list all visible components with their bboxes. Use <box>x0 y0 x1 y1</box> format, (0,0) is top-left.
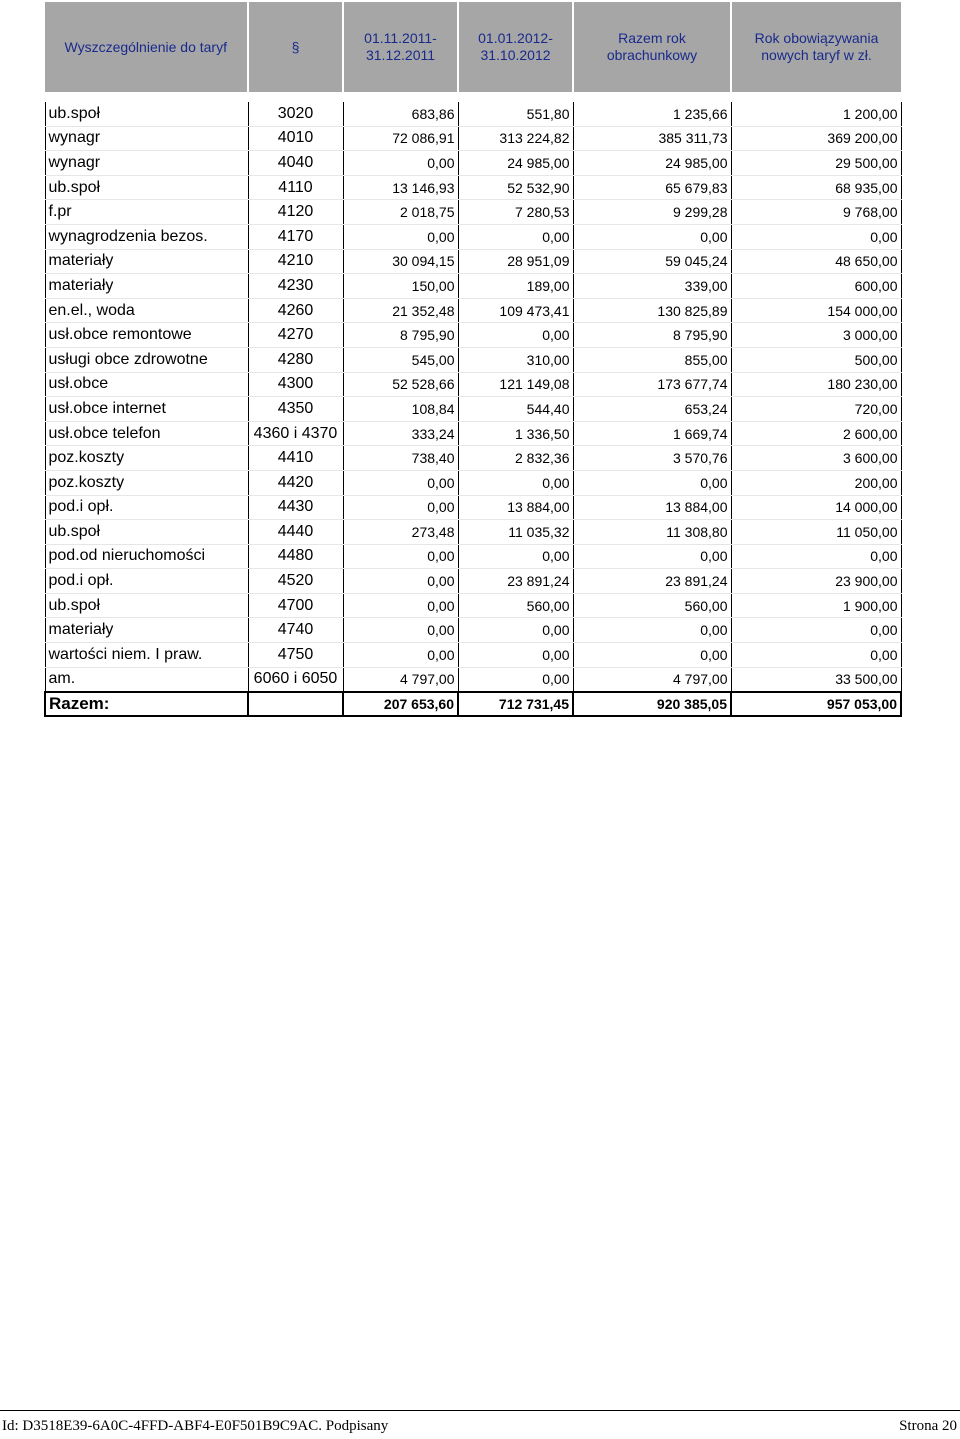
table-row <box>45 544 901 569</box>
row-period1: 273,48 <box>343 520 458 545</box>
row-total-year: 130 825,89 <box>573 298 731 323</box>
row-paragraph: 4280 <box>248 347 343 372</box>
row-period1: 72 086,91 <box>343 126 458 151</box>
header-total-line2: obrachunkowy <box>606 47 698 63</box>
row-name: ub.społ <box>45 102 248 126</box>
total-row <box>45 692 901 716</box>
row-new-year: 3 000,00 <box>731 323 901 348</box>
row-new-year: 11 050,00 <box>731 520 901 545</box>
row-period1: 0,00 <box>343 224 458 249</box>
table-row <box>45 200 901 225</box>
header-new-year <box>731 2 901 92</box>
row-new-year: 1 900,00 <box>731 593 901 618</box>
table-row <box>45 323 901 348</box>
row-name: materiały <box>45 249 248 274</box>
row-paragraph: 4010 <box>248 126 343 151</box>
header-name-label: Wyszczególnienie do taryf <box>64 38 227 55</box>
row-period1: 2 018,75 <box>343 200 458 225</box>
row-total-year: 653,24 <box>573 397 731 422</box>
row-period2: 0,00 <box>458 224 573 249</box>
table-row <box>45 347 901 372</box>
row-new-year: 154 000,00 <box>731 298 901 323</box>
header-period2-line2: 31.10.2012 <box>480 47 551 63</box>
row-total-year: 0,00 <box>573 224 731 249</box>
row-new-year: 23 900,00 <box>731 569 901 594</box>
row-total-year: 339,00 <box>573 274 731 299</box>
page-number: Strona 20 <box>899 1418 957 1434</box>
row-name: usł.obce internet <box>45 397 248 422</box>
row-paragraph: 6060 i 6050 <box>248 667 343 692</box>
row-new-year: 0,00 <box>731 643 901 668</box>
row-period1: 21 352,48 <box>343 298 458 323</box>
row-paragraph: 4040 <box>248 151 343 176</box>
row-new-year: 33 500,00 <box>731 667 901 692</box>
row-period1: 8 795,90 <box>343 323 458 348</box>
row-paragraph: 3020 <box>248 102 343 126</box>
table-body <box>45 92 901 716</box>
page-footer <box>0 1410 960 1436</box>
row-period1: 0,00 <box>343 593 458 618</box>
row-name: pod.i opł. <box>45 495 248 520</box>
row-period2: 544,40 <box>458 397 573 422</box>
table-row <box>45 446 901 471</box>
row-name: am. <box>45 667 248 692</box>
row-total-year: 0,00 <box>573 618 731 643</box>
row-total-year: 11 308,80 <box>573 520 731 545</box>
row-new-year: 0,00 <box>731 544 901 569</box>
row-period2: 23 891,24 <box>458 569 573 594</box>
table-row <box>45 520 901 545</box>
row-paragraph: 4300 <box>248 372 343 397</box>
row-period1: 0,00 <box>343 151 458 176</box>
row-period1: 150,00 <box>343 274 458 299</box>
row-period2: 1 336,50 <box>458 421 573 446</box>
row-new-year: 0,00 <box>731 224 901 249</box>
table-row <box>45 397 901 422</box>
row-name: usł.obce remontowe <box>45 323 248 348</box>
total-paragraph <box>248 692 343 716</box>
row-paragraph: 4350 <box>248 397 343 422</box>
row-period1: 108,84 <box>343 397 458 422</box>
row-period2: 0,00 <box>458 667 573 692</box>
table-row <box>45 421 901 446</box>
header-period1-line1: 01.11.2011- <box>364 30 437 46</box>
row-new-year: 9 768,00 <box>731 200 901 225</box>
row-period1: 0,00 <box>343 470 458 495</box>
header-period2 <box>458 2 573 92</box>
row-name: f.pr <box>45 200 248 225</box>
row-new-year: 29 500,00 <box>731 151 901 176</box>
header-total-year <box>573 2 731 92</box>
row-period2: 551,80 <box>458 102 573 126</box>
table-row <box>45 175 901 200</box>
header-spacer <box>45 92 901 102</box>
total-label: Razem: <box>45 692 248 716</box>
row-new-year: 720,00 <box>731 397 901 422</box>
row-period2: 13 884,00 <box>458 495 573 520</box>
row-period2: 0,00 <box>458 470 573 495</box>
row-period1: 333,24 <box>343 421 458 446</box>
row-name: materiały <box>45 618 248 643</box>
header-new-year-line2: nowych taryf w zł. <box>761 47 872 63</box>
table-row <box>45 569 901 594</box>
table-row <box>45 667 901 692</box>
table-row <box>45 151 901 176</box>
row-paragraph: 4520 <box>248 569 343 594</box>
row-period1: 683,86 <box>343 102 458 126</box>
row-period1: 0,00 <box>343 643 458 668</box>
row-total-year: 1 669,74 <box>573 421 731 446</box>
header-period1 <box>343 2 458 92</box>
row-total-year: 1 235,66 <box>573 102 731 126</box>
tariff-sheet <box>44 2 900 717</box>
total-new-year: 957 053,00 <box>731 692 901 716</box>
row-paragraph: 4110 <box>248 175 343 200</box>
row-paragraph: 4360 i 4370 <box>248 421 343 446</box>
document-id: Id: D3518E39-6A0C-4FFD-ABF4-E0F501B9C9AC. Podpisany <box>2 1418 389 1434</box>
row-paragraph: 4480 <box>248 544 343 569</box>
row-period1: 0,00 <box>343 569 458 594</box>
table-header-row <box>45 2 901 92</box>
row-paragraph: 4700 <box>248 593 343 618</box>
row-period1: 13 146,93 <box>343 175 458 200</box>
row-total-year: 0,00 <box>573 643 731 668</box>
row-paragraph: 4260 <box>248 298 343 323</box>
row-period1: 0,00 <box>343 544 458 569</box>
header-paragraph <box>248 2 343 92</box>
row-new-year: 0,00 <box>731 618 901 643</box>
row-total-year: 385 311,73 <box>573 126 731 151</box>
row-period1: 4 797,00 <box>343 667 458 692</box>
table-row <box>45 274 901 299</box>
row-name: en.el., woda <box>45 298 248 323</box>
table-row <box>45 372 901 397</box>
row-period1: 545,00 <box>343 347 458 372</box>
row-period2: 189,00 <box>458 274 573 299</box>
row-new-year: 2 600,00 <box>731 421 901 446</box>
row-total-year: 8 795,90 <box>573 323 731 348</box>
row-total-year: 23 891,24 <box>573 569 731 594</box>
row-new-year: 369 200,00 <box>731 126 901 151</box>
row-period2: 11 035,32 <box>458 520 573 545</box>
table-row <box>45 618 901 643</box>
table-row <box>45 298 901 323</box>
row-name: usł.obce telefon <box>45 421 248 446</box>
row-period2: 313 224,82 <box>458 126 573 151</box>
row-total-year: 59 045,24 <box>573 249 731 274</box>
header-period1-line2: 31.12.2011 <box>365 47 436 63</box>
row-total-year: 13 884,00 <box>573 495 731 520</box>
row-new-year: 68 935,00 <box>731 175 901 200</box>
row-total-year: 855,00 <box>573 347 731 372</box>
header-total-line1: Razem rok <box>618 30 686 46</box>
table-row <box>45 126 901 151</box>
row-new-year: 180 230,00 <box>731 372 901 397</box>
header-period2-line1: 01.01.2012- <box>478 30 553 46</box>
row-period1: 30 094,15 <box>343 249 458 274</box>
row-name: usł.obce <box>45 372 248 397</box>
table-row <box>45 470 901 495</box>
row-new-year: 1 200,00 <box>731 102 901 126</box>
row-new-year: 3 600,00 <box>731 446 901 471</box>
row-name: wynagr <box>45 151 248 176</box>
row-total-year: 560,00 <box>573 593 731 618</box>
row-total-year: 173 677,74 <box>573 372 731 397</box>
row-name: usługi obce zdrowotne <box>45 347 248 372</box>
row-paragraph: 4230 <box>248 274 343 299</box>
row-period1: 0,00 <box>343 618 458 643</box>
row-name: wynagr <box>45 126 248 151</box>
row-period2: 121 149,08 <box>458 372 573 397</box>
row-period2: 28 951,09 <box>458 249 573 274</box>
row-new-year: 14 000,00 <box>731 495 901 520</box>
row-total-year: 0,00 <box>573 470 731 495</box>
row-paragraph: 4750 <box>248 643 343 668</box>
table-row <box>45 249 901 274</box>
tariff-table <box>44 2 902 717</box>
row-name: ub.społ <box>45 593 248 618</box>
total-period1: 207 653,60 <box>343 692 458 716</box>
row-total-year: 0,00 <box>573 544 731 569</box>
row-paragraph: 4120 <box>248 200 343 225</box>
row-name: wynagrodzenia bezos. <box>45 224 248 249</box>
row-period2: 7 280,53 <box>458 200 573 225</box>
row-name: ub.społ <box>45 520 248 545</box>
row-name: pod.i opł. <box>45 569 248 594</box>
row-new-year: 600,00 <box>731 274 901 299</box>
table-row <box>45 102 901 126</box>
table-row <box>45 643 901 668</box>
total-total-year: 920 385,05 <box>573 692 731 716</box>
row-name: ub.społ <box>45 175 248 200</box>
row-period2: 560,00 <box>458 593 573 618</box>
row-paragraph: 4170 <box>248 224 343 249</box>
row-period2: 24 985,00 <box>458 151 573 176</box>
total-period2: 712 731,45 <box>458 692 573 716</box>
header-new-year-line1: Rok obowiązywania <box>754 30 879 46</box>
row-total-year: 4 797,00 <box>573 667 731 692</box>
row-period2: 0,00 <box>458 618 573 643</box>
header-paragraph-label: § <box>291 38 300 55</box>
row-name: poz.koszty <box>45 446 248 471</box>
table-row <box>45 593 901 618</box>
row-name: materiały <box>45 274 248 299</box>
row-paragraph: 4420 <box>248 470 343 495</box>
row-period2: 0,00 <box>458 544 573 569</box>
row-paragraph: 4440 <box>248 520 343 545</box>
row-name: poz.koszty <box>45 470 248 495</box>
row-total-year: 65 679,83 <box>573 175 731 200</box>
row-paragraph: 4210 <box>248 249 343 274</box>
row-total-year: 3 570,76 <box>573 446 731 471</box>
table-row <box>45 224 901 249</box>
row-period2: 52 532,90 <box>458 175 573 200</box>
table-row <box>45 495 901 520</box>
row-name: wartości niem. I praw. <box>45 643 248 668</box>
row-period1: 738,40 <box>343 446 458 471</box>
row-period1: 0,00 <box>343 495 458 520</box>
row-paragraph: 4410 <box>248 446 343 471</box>
row-period2: 0,00 <box>458 643 573 668</box>
row-period2: 310,00 <box>458 347 573 372</box>
row-total-year: 9 299,28 <box>573 200 731 225</box>
row-period2: 109 473,41 <box>458 298 573 323</box>
row-name: pod.od nieruchomości <box>45 544 248 569</box>
row-total-year: 24 985,00 <box>573 151 731 176</box>
row-paragraph: 4430 <box>248 495 343 520</box>
row-paragraph: 4270 <box>248 323 343 348</box>
row-period1: 52 528,66 <box>343 372 458 397</box>
row-period2: 2 832,36 <box>458 446 573 471</box>
row-period2: 0,00 <box>458 323 573 348</box>
row-new-year: 200,00 <box>731 470 901 495</box>
row-new-year: 500,00 <box>731 347 901 372</box>
row-paragraph: 4740 <box>248 618 343 643</box>
header-name <box>45 2 248 92</box>
row-new-year: 48 650,00 <box>731 249 901 274</box>
